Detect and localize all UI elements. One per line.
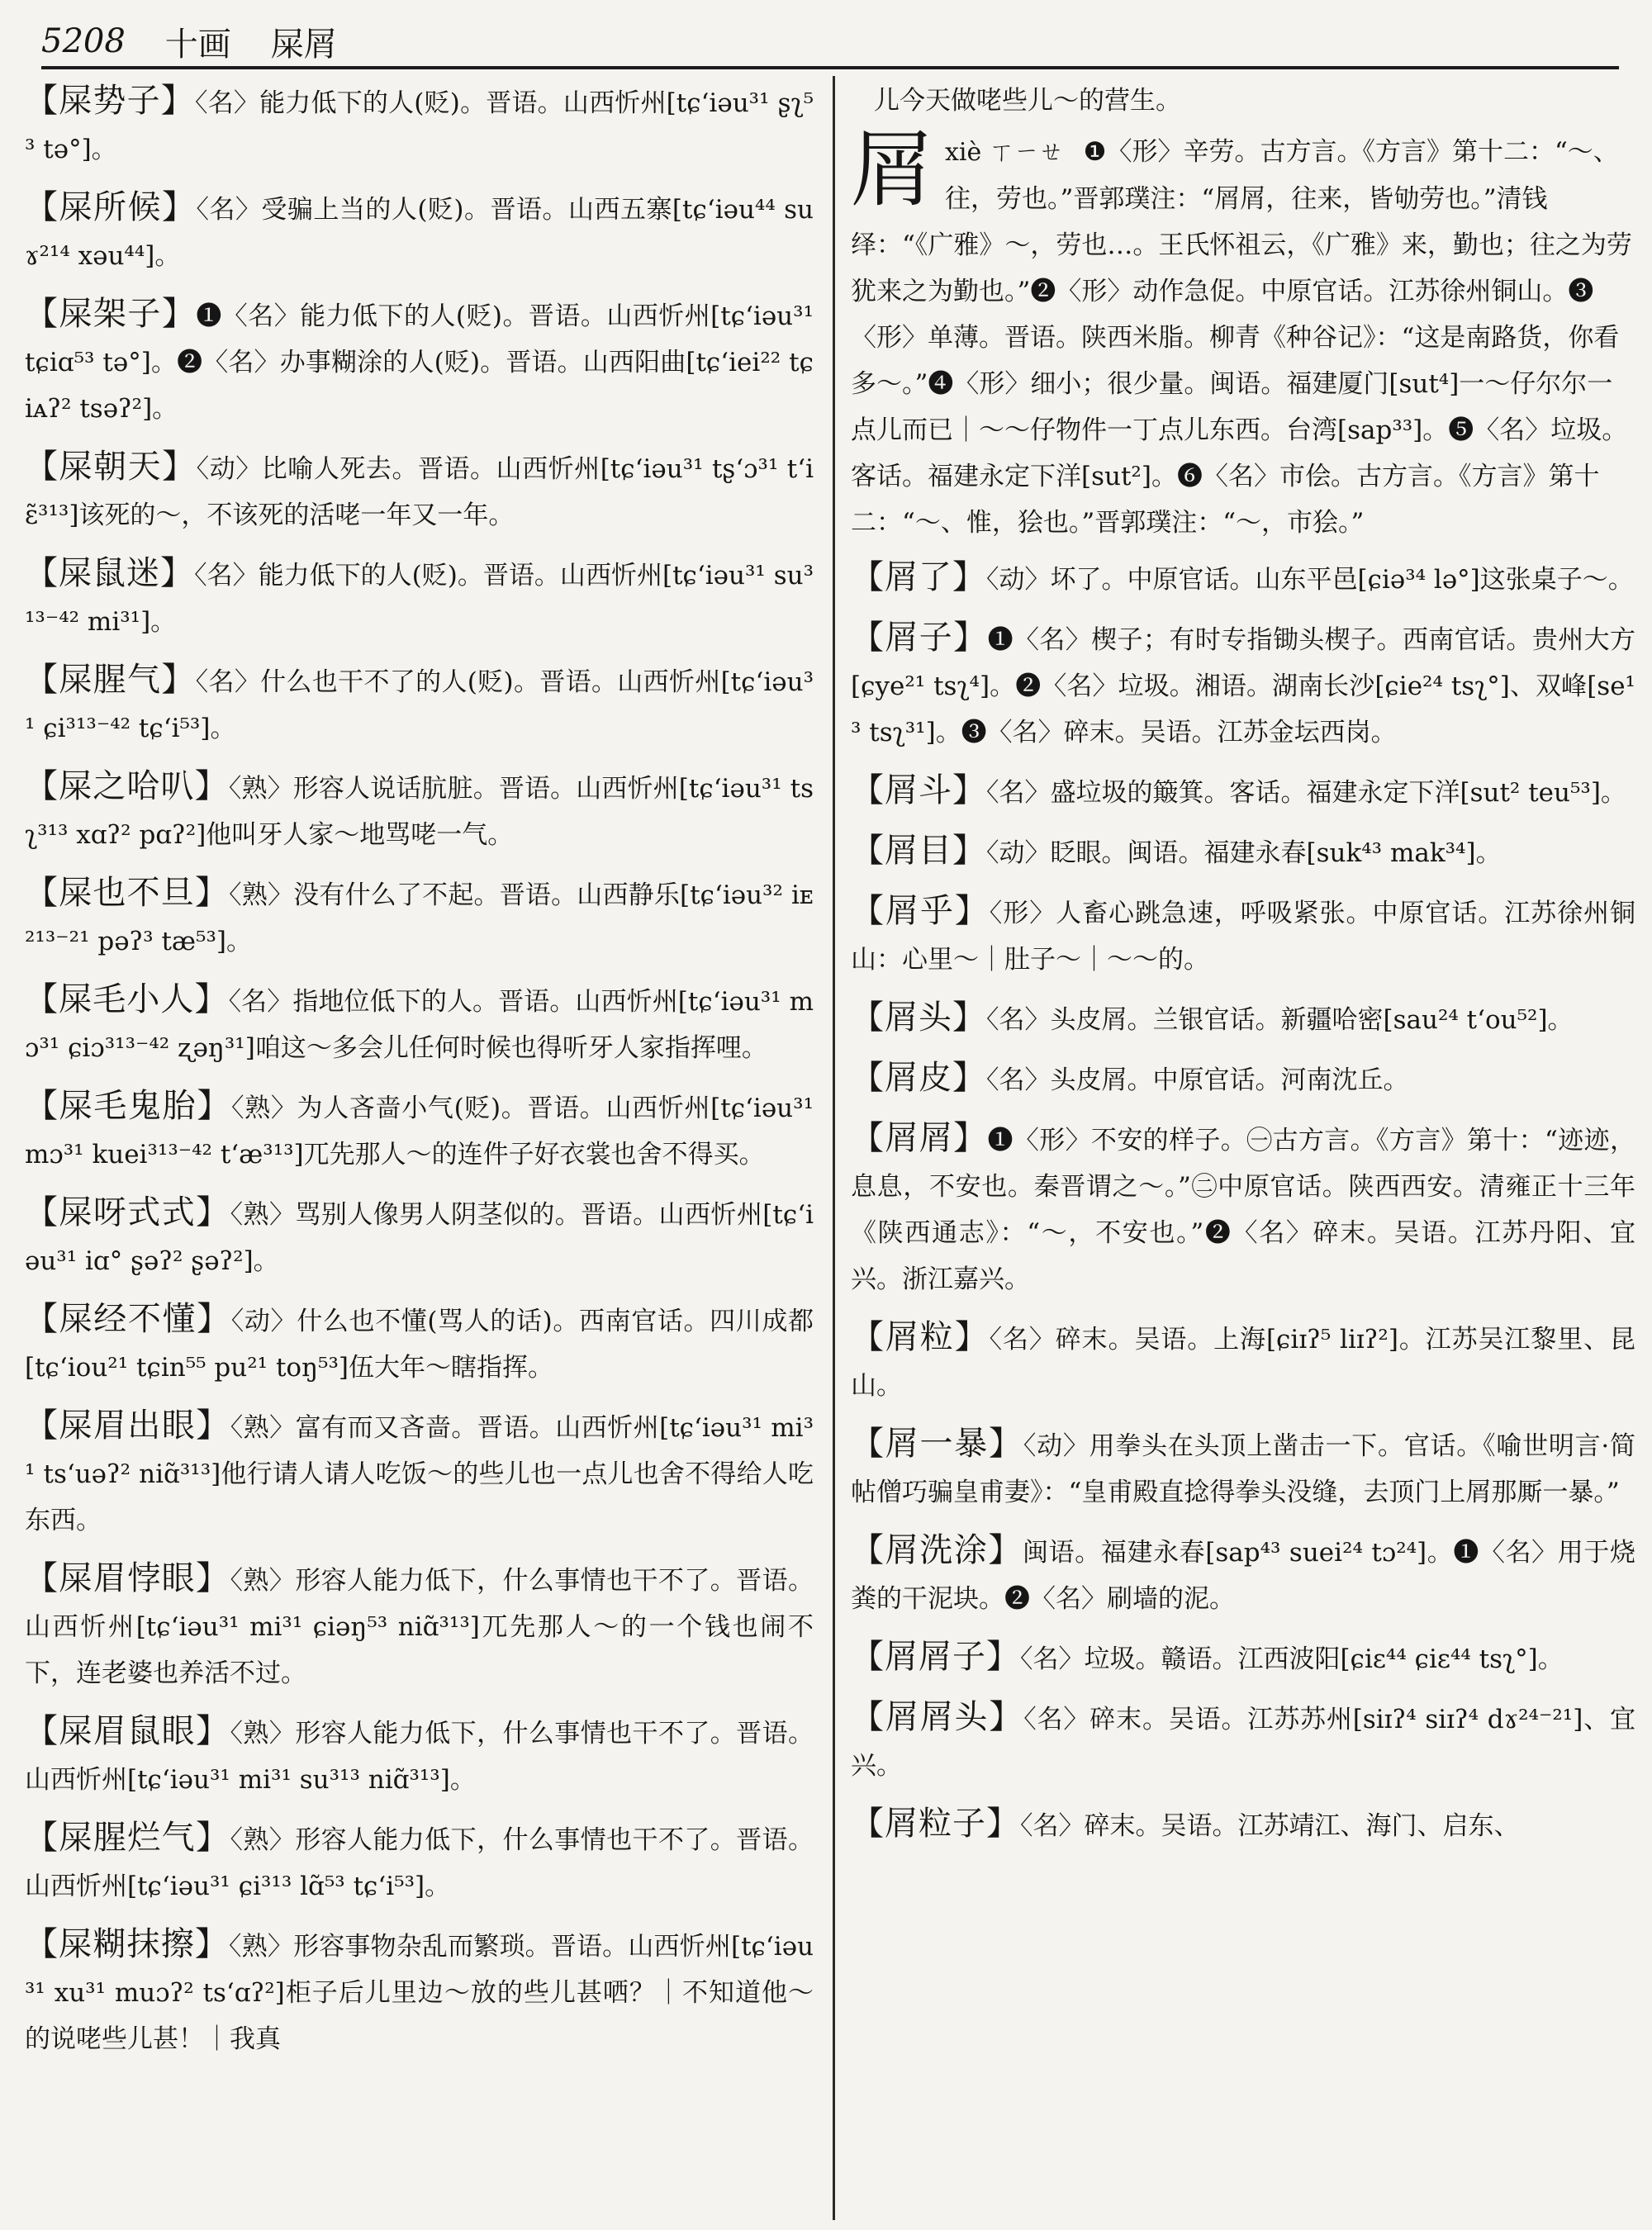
- dictionary-entry: [851, 1694, 1635, 1789]
- entry-definition: 〈熟〉富有而又吝啬。晋语。山西忻州[tɕʻiəu³¹ mi³¹ tsʻuəʔ² niɑ̃³¹³]他行请人请人吃饭～的些儿也一点儿也舍不得给人吃东西。: [25, 1413, 814, 1535]
- dictionary-entry: [25, 184, 814, 279]
- entry-headword: 【屎腥气】: [25, 661, 196, 699]
- dictionary-entry: [25, 444, 814, 539]
- entry-definition: 〈动〉比喻人死去。晋语。山西忻州[tɕʻiəu³¹ tʂʻɔ³¹ tʻiɛ̃³¹³]该死的～，不该死的活咾一年又一年。: [25, 454, 814, 530]
- entry-headword: 【屎朝天】: [25, 448, 197, 486]
- entry-headword: 【屎毛小人】: [25, 980, 229, 1018]
- dictionary-entry: [851, 1527, 1635, 1622]
- entry-headword: 【屎经不懂】: [25, 1300, 231, 1338]
- character-definition: ❶〈形〉辛劳。古方言。《方言》第十二：“～、往，劳也。”晋郭璞注：“屑屑，往来，皆劬劳也。”清钱绎：“《广雅》～，劳也…。王氏怀祖云，《广雅》来，勤也；往之为劳犹来之为勤也。”❷〈形〉动作急促。中原官话。江苏徐州铜山。❸〈形〉单薄。晋语。陕西米脂。柳青《种谷记》：“这是南路货，你看多～。”❹〈形〉细小；很少量。闽语。福建厦门[sut⁴]一～仔尔尔一点儿而已｜～～仔物件一丁点儿东西。台湾[sap³³]。❺〈名〉垃圾。客话。福建永定下洋[sut²]。❻〈名〉市侩。古方言。《方言》第十二：“～、惟，狯也。”晋郭璞注：“～，市狯。”: [851, 137, 1632, 538]
- column-divider: [833, 76, 835, 2220]
- entry-definition: 〈熟〉形容人能力低下，什么事情也干不了。晋语。山西忻州[tɕʻiəu³¹ mi³¹ su³¹³ niɑ̃³¹³]。: [25, 1719, 814, 1795]
- entry-definition: 〈名〉头皮屑。兰银官话。新疆哈密[sau²⁴ tʻou⁵²]。: [986, 1005, 1574, 1035]
- entry-definition: 〈熟〉形容人说话肮脏。晋语。山西忻州[tɕʻiəu³¹ tsʅ³¹³ xɑʔ² pɑʔ²]他叫牙人家～地骂咾一气。: [25, 774, 814, 850]
- entry-definition: 〈名〉垃圾。赣语。江西波阳[ɕiɛ⁴⁴ ɕiɛ⁴⁴ tsʅ°]。: [1020, 1644, 1564, 1674]
- entry-definition: 〈名〉碎末。吴语。江苏靖江、海门、启东、: [1020, 1811, 1520, 1841]
- entry-definition: 〈熟〉形容人能力低下，什么事情也干不了。晋语。山西忻州[tɕʻiəu³¹ mi³¹ ɕiəŋ⁵³ niɑ̃³¹³]兀先那人～的一个钱也闹不下，连老婆也养活不过。: [25, 1566, 814, 1688]
- dictionary-entry: [851, 1801, 1635, 1849]
- entry-definition: 〈形〉人畜心跳急速，呼吸紧张。中原官话。江苏徐州铜山：心里～｜肚子～｜～～的。: [851, 899, 1635, 975]
- entry-headword: 【屑头】: [851, 999, 986, 1037]
- entry-headword: 【屑屑子】: [851, 1638, 1020, 1676]
- entry-headword: 【屎势子】: [25, 82, 195, 120]
- pronunciation: xiè ㄒㄧㄝ: [945, 138, 1064, 167]
- entry-headword: 【屑粒子】: [851, 1805, 1020, 1843]
- entry-definition: ❶〈名〉能力低下的人(贬)。晋语。山西忻州[tɕʻiəu³¹ tɕiɑ⁵³ tə°]。❷〈名〉办事糊涂的人(贬)。晋语。山西阳曲[tɕʻiei²² tɕiᴀʔ² tsəʔ²]。: [25, 301, 814, 424]
- dictionary-entry: [851, 554, 1635, 603]
- entry-headword: 【屑皮】: [851, 1059, 986, 1097]
- right-column: [851, 78, 1635, 2222]
- entry-headword: 【屑子】: [851, 619, 988, 657]
- dictionary-entry: [25, 78, 814, 173]
- entry-headword: 【屑斗】: [851, 771, 986, 809]
- entry-definition: 〈熟〉形容人能力低下，什么事情也干不了。晋语。山西忻州[tɕʻiəu³¹ ɕi³¹³ lɑ̃⁵³ tɕʻi⁵³]。: [25, 1825, 814, 1901]
- entry-definition: 〈名〉什么也干不了的人(贬)。晋语。山西忻州[tɕʻiəu³¹ ɕi³¹³⁻⁴² tɕʻi⁵³]。: [25, 667, 814, 743]
- dictionary-entry: [25, 1815, 814, 1910]
- entry-definition: 〈熟〉没有什么了不起。晋语。山西静乐[tɕʻiəu³² iᴇ²¹³⁻²¹ pəʔ³ tæ⁵³]。: [25, 880, 814, 956]
- dictionary-entry: [25, 1555, 814, 1696]
- entry-headword: 【屎眉悖眼】: [25, 1559, 230, 1597]
- left-column: [25, 78, 814, 2222]
- entry-definition: 〈动〉眨眼。闽语。福建永春[suk⁴³ mak³⁴]。: [986, 838, 1502, 868]
- main-character: 屑: [851, 121, 933, 218]
- dictionary-entry: [851, 1314, 1635, 1409]
- dictionary-entry: [25, 1189, 814, 1284]
- dictionary-entry: [25, 1708, 814, 1803]
- entry-definition: 〈熟〉为人吝啬小气(贬)。晋语。山西忻州[tɕʻiəu³¹ mɔ³¹ kuei³¹³⁻⁴² tʻæ³¹³]兀先那人～的连件子好衣裳也舍不得买。: [25, 1094, 814, 1170]
- entry-headword: 【屎架子】: [25, 295, 197, 333]
- entry-definition: 〈名〉能力低下的人(贬)。晋语。山西忻州[tɕʻiəu³¹ ʂʅ⁵³ tə°]。: [25, 88, 814, 164]
- continued-text: 儿今天做咾些儿～的营生。: [874, 86, 1181, 116]
- entry-definition: 〈名〉指地位低下的人。晋语。山西忻州[tɕʻiəu³¹ mɔ³¹ ɕiɔ³¹³⁻⁴² ʐəŋ³¹]咱这～多会儿任何时候也得听牙人家指挥哩。: [25, 987, 814, 1063]
- entry-definition: 〈熟〉骂别人像男人阴茎似的。晋语。山西忻州[tɕʻiəu³¹ iɑ° ʂəʔ² ʂəʔ²]。: [25, 1200, 814, 1276]
- entry-headword: 【屎腥烂气】: [25, 1819, 230, 1857]
- dictionary-entry: [25, 291, 814, 432]
- dictionary-entry: [851, 767, 1635, 816]
- dictionary-entry: [851, 614, 1635, 756]
- entry-headword: 【屑目】: [851, 832, 986, 870]
- entry-headword: 【屎之哈叭】: [25, 767, 229, 805]
- dictionary-entry: [851, 1055, 1635, 1103]
- dictionary-entry: [851, 1421, 1635, 1516]
- entry-headword: 【屑洗涂】: [851, 1531, 1023, 1569]
- dictionary-entry: [25, 550, 814, 645]
- header-chars: 屎屑: [270, 25, 337, 64]
- entry-definition: ❶〈形〉不安的样子。㊀古方言。《方言》第十：“迹迹，息息，不安也。秦晋谓之～。”㊁中原官话。陕西西安。清雍正十三年《陕西通志》：“～，不安也。”❷〈名〉碎末。吴语。江苏丹阳、宜兴。浙江嘉兴。: [851, 1126, 1635, 1294]
- entry-headword: 【屑了】: [851, 558, 986, 596]
- dictionary-entry: [25, 763, 814, 858]
- entry-definition: 闽语。福建永春[sap⁴³ suei²⁴ tɔ²⁴]。❶〈名〉用于烧粪的干泥块。❷〈名〉刷墙的泥。: [851, 1538, 1635, 1614]
- dictionary-entry: [851, 888, 1635, 983]
- entry-headword: 【屑一暴】: [851, 1425, 1023, 1463]
- dictionary-entry: [851, 994, 1635, 1043]
- entry-headword: 【屑屑】: [851, 1119, 988, 1157]
- dictionary-entry: [25, 870, 814, 965]
- dictionary-entry: [851, 1115, 1635, 1302]
- dictionary-entry: [25, 1921, 814, 2062]
- page-number: 5208: [41, 22, 126, 60]
- character-entry: [851, 121, 1635, 546]
- page-header: [41, 18, 1619, 64]
- entry-definition: 〈名〉碎末。吴语。江苏苏州[siɪʔ⁴ siɪʔ⁴ dɤ²⁴⁻²¹]、宜兴。: [851, 1705, 1635, 1781]
- dictionary-entry: [25, 976, 814, 1071]
- dictionary-entry: [25, 1402, 814, 1544]
- entry-definition: 〈动〉用拳头在头顶上凿击一下。官话。《喻世明言·简帖僧巧骗皇甫妻》：“皇甫殿直捻得拳头没缝，去顶门上屑那厮一暴。”: [851, 1431, 1635, 1507]
- entry-definition: 〈名〉头皮屑。中原官话。河南沈丘。: [986, 1065, 1409, 1095]
- entry-headword: 【屎呀式式】: [25, 1193, 230, 1231]
- header-rule: [41, 66, 1619, 69]
- entry-definition: 〈名〉受骗上当的人(贬)。晋语。山西五寨[tɕʻiəu⁴⁴ suɤ²¹⁴ xəu⁴⁴]。: [25, 195, 814, 271]
- dictionary-entry: [25, 1083, 814, 1178]
- entry-headword: 【屑乎】: [851, 892, 990, 930]
- entry-headword: 【屎眉鼠眼】: [25, 1712, 230, 1750]
- entry-headword: 【屎也不旦】: [25, 874, 230, 912]
- entry-definition: 〈名〉碎末。吴语。上海[ɕiɪʔ⁵ liɪʔ²]。江苏吴江黎里、昆山。: [851, 1325, 1635, 1401]
- dictionary-entry: [25, 1296, 814, 1391]
- dictionary-entry: [851, 828, 1635, 876]
- entry-definition: 〈名〉盛垃圾的簸箕。客话。福建永定下洋[sut² teu⁵³]。: [986, 778, 1626, 808]
- entry-definition: 〈动〉坏了。中原官话。山东平邑[ɕiə³⁴ lə°]这张桌子～。: [986, 565, 1634, 595]
- entry-headword: 【屎糊抹擦】: [25, 1925, 230, 1963]
- entry-definition: 〈熟〉形容事物杂乱而繁琐。晋语。山西忻州[tɕʻiəu³¹ xu³¹ muɔʔ² tsʻɑʔ²]柜子后儿里边～放的些儿甚哂？｜不知道他～的说咾些儿甚！｜我真: [25, 1932, 814, 2054]
- entry-headword: 【屎所候】: [25, 188, 197, 226]
- entry-headword: 【屎毛鬼胎】: [25, 1087, 232, 1125]
- entry-definition: 〈名〉能力低下的人(贬)。晋语。山西忻州[tɕʻiəu³¹ su³¹³⁻⁴² mi³¹]。: [25, 561, 814, 637]
- dictionary-entry: [25, 657, 814, 752]
- entry-headword: 【屎鼠迷】: [25, 554, 195, 592]
- entry-definition: 〈动〉什么也不懂(骂人的话)。西南官话。四川成都[tɕʻiou²¹ tɕin⁵⁵ pu²¹ toŋ⁵³]伍大年～瞎指挥。: [25, 1307, 814, 1383]
- section-label: 十画: [164, 25, 231, 64]
- dictionary-entry: [851, 1634, 1635, 1682]
- entry-definition: ❶〈名〉楔子；有时专指锄头楔子。西南官话。贵州大方[ɕye²¹ tsʅ⁴]。❷〈名〉垃圾。湘语。湖南长沙[ɕie²⁴ tsʅ°]、双峰[se¹³ tsʅ³¹]。❸〈名〉碎末。吴语。江苏金坛西岗。: [851, 625, 1635, 747]
- entry-headword: 【屑粒】: [851, 1318, 990, 1356]
- entry-headword: 【屎眉出眼】: [25, 1407, 230, 1445]
- entry-headword: 【屑屑头】: [851, 1698, 1024, 1736]
